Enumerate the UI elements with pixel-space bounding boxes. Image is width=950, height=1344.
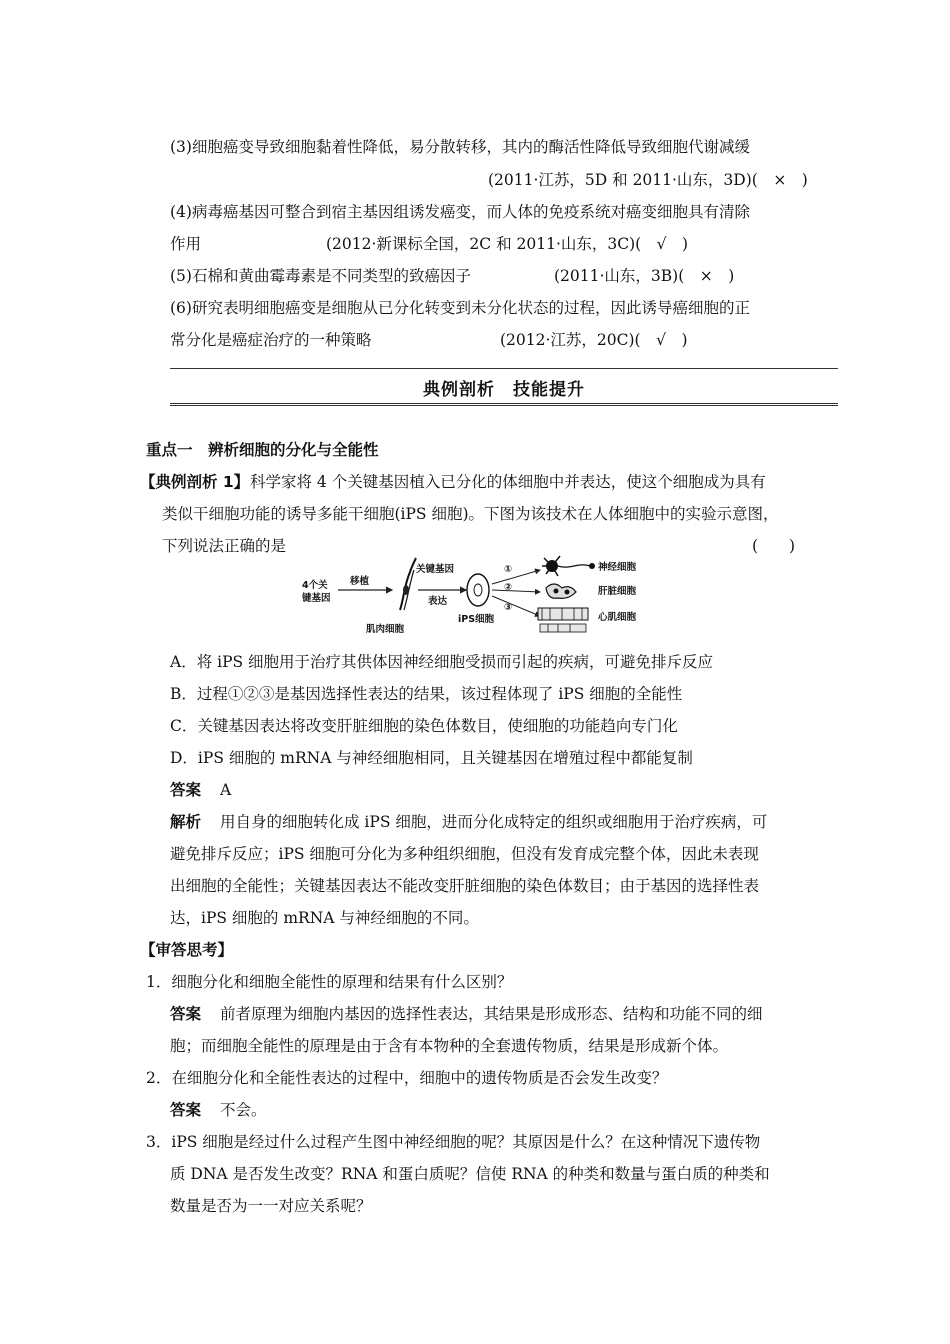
fig-express-l1: 关键基因	[416, 564, 455, 575]
fig-step1: ①	[504, 564, 513, 575]
analysis-label: 解析	[170, 813, 202, 831]
think-q3-line-2: 质 DNA 是否发生改变？RNA 和蛋白质呢？信使 RNA 的种类和数量与蛋白质的种类和	[170, 1165, 770, 1183]
question-line-2: 类似干细胞功能的诱导多能干细胞(iPS 细胞)。下图为该技术在人体细胞中的实验示意图，	[162, 505, 779, 523]
fig-muscle: 肌肉细胞	[366, 624, 405, 635]
think-a2: 不会。	[220, 1101, 267, 1119]
analysis-line-2: 避免排斥反应；iPS 细胞可分化为多种组织细胞，但没有发育成完整个体，因此未表现	[170, 845, 759, 863]
review-item-3: (3)细胞癌变导致细胞黏着性降低，易分散转移，其内的酶活性降低导致细胞代谢减缓	[170, 138, 750, 156]
fig-genes-l1: 4个关	[302, 580, 328, 591]
arrow-step2	[492, 590, 540, 592]
arrow-step1	[492, 570, 540, 584]
fig-step2: ②	[504, 582, 513, 593]
think-a1-label: 答案	[170, 1005, 202, 1023]
fig-liver: 肝脏细胞	[598, 586, 637, 597]
option-b: B．过程①②③是基因选择性表达的结果，该过程体现了 iPS 细胞的全能性	[170, 685, 683, 703]
fig-step3: ③	[504, 602, 513, 613]
think-a1-line-2: 胞；而细胞全能性的原理是由于含有本物种的全套遗传物质，结果是形成新个体。	[170, 1037, 729, 1055]
arrow-step3	[492, 596, 540, 616]
analysis-line-3: 出细胞的全能性；关键基因表达不能改变肝脏细胞的染色体数目；由于基因的选择性表	[170, 877, 760, 895]
question-line-1: 科学家将 4 个关键基因植入已分化的体细胞中并表达，使这个细胞成为具有	[250, 473, 766, 491]
focus-heading: 重点一 辨析细胞的分化与全能性	[146, 441, 379, 459]
review-item-6: (6)研究表明细胞癌变是细胞从已分化转变到未分化状态的过程，因此诱导癌细胞的正	[170, 299, 750, 317]
fig-ips: iPS细胞	[458, 614, 495, 625]
review-item-6-source: (2012·江苏，20C)( √ )	[500, 331, 688, 349]
fig-nerve: 神经细胞	[598, 562, 637, 573]
think-a2-label: 答案	[170, 1101, 202, 1119]
fig-genes-l2: 键基因	[302, 593, 331, 604]
analysis-line-1: 用自身的细胞转化成 iPS 细胞，进而分化成特定的组织或细胞用于治疗疾病，可	[220, 813, 768, 831]
think-q3-line-1: 3．iPS 细胞是经过什么过程产生图中神经细胞的呢？其原因是什么？在这种情况下遗传物	[146, 1133, 761, 1151]
review-item-5-source: (2011·山东，3B)( × )	[554, 267, 735, 285]
nerve-cell-drawing	[542, 556, 595, 576]
question-line-3: 下列说法正确的是	[162, 537, 287, 555]
option-a: A．将 iPS 细胞用于治疗其供体因神经细胞受损而引起的疾病，可避免排斥反应	[170, 653, 714, 671]
review-item-5: (5)石棉和黄曲霉毒素是不同类型的致癌因子	[170, 267, 471, 285]
question-paren: ( )	[752, 537, 796, 555]
review-item-3-source: (2011·江苏，5D 和 2011·山东，3D)( × )	[488, 171, 808, 189]
option-c: C．关键基因表达将改变肝脏细胞的染色体数目，使细胞的功能趋向专门化	[170, 717, 678, 735]
option-d: D．iPS 细胞的 mRNA 与神经细胞相同，且关键基因在增殖过程中都能复制	[170, 749, 693, 767]
answer-value: A	[220, 781, 232, 799]
think-q1: 1．细胞分化和细胞全能性的原理和结果有什么区别？	[146, 973, 513, 991]
fig-express-l2: 表达	[428, 596, 448, 607]
fig-transplant: 移植	[350, 576, 370, 587]
example-label: 【典例剖析 1】	[140, 473, 250, 491]
review-item-4: (4)病毒癌基因可整合到宿主基因组诱发癌变，而人体的免疫系统对癌变细胞具有清除	[170, 203, 750, 221]
muscle-cell-drawing	[400, 558, 416, 610]
section-banner	[170, 368, 838, 406]
answer-label: 答案	[170, 781, 202, 799]
think-q2: 2．在细胞分化和全能性表达的过程中，细胞中的遗传物质是否会发生改变？	[146, 1069, 668, 1087]
think-q3-line-3: 数量是否为一一对应关系呢？	[170, 1197, 372, 1215]
think-a1-line-1: 前者原理为细胞内基因的选择性表达，其结果是形成形态、结构和功能不同的细	[220, 1005, 763, 1023]
fig-heart: 心肌细胞	[598, 612, 637, 623]
review-item-4-cont: 作用	[170, 235, 202, 253]
review-item-6-cont: 常分化是癌症治疗的一种策略	[170, 331, 372, 349]
ips-diagram	[300, 548, 660, 640]
section-banner-title: 典例剖析 技能提升	[423, 380, 585, 400]
ips-cell-drawing	[467, 574, 489, 606]
heart-cell-drawing	[538, 608, 588, 632]
analysis-line-4: 达，iPS 细胞的 mRNA 与神经细胞的不同。	[170, 909, 479, 927]
review-item-4-source: (2012·新课标全国，2C 和 2011·山东，3C)( √ )	[326, 235, 689, 253]
liver-cell-drawing	[546, 584, 576, 598]
think-heading: 【审答思考】	[140, 941, 234, 959]
